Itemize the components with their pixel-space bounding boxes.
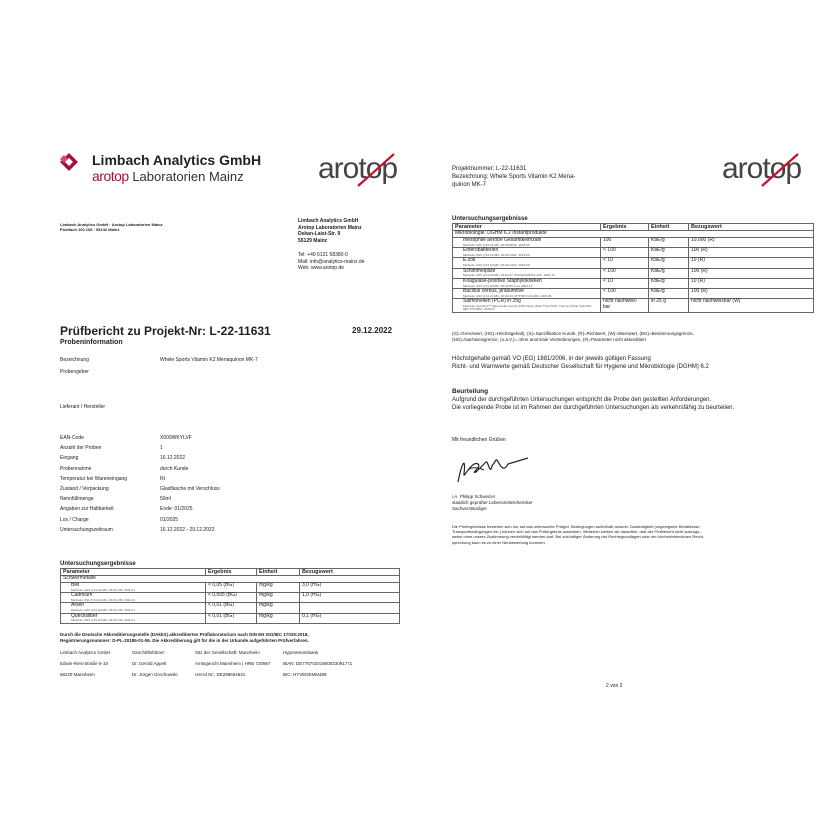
result-cell: < 0,01 (BG): [206, 613, 257, 623]
table-row: [453, 278, 814, 288]
parameter-cell: [453, 278, 601, 288]
table-row: [61, 613, 400, 623]
parameter-cell: [453, 289, 601, 299]
unit-cell: mg/kg: [257, 603, 300, 613]
unit-cell: KbE/g: [649, 258, 689, 268]
table-row: [61, 583, 400, 593]
address-line: Dekan-Laist-Str. 9: [298, 231, 341, 237]
col-header: Parameter: [61, 569, 206, 576]
legend-line: (NG)=Nachweisgrenze, (o.a.V.)= ohne anormale Veränderungen, (#)=Parameter nicht akkreditiert: [452, 337, 647, 342]
unit-cell: mg/kg: [257, 583, 300, 593]
results-table-microbiology: [452, 223, 814, 313]
table-row: [61, 593, 400, 603]
footer-line: Sitz der Gesellschaft: Mannheim: [195, 650, 260, 655]
handwritten-signature-icon: [452, 452, 532, 488]
results-heading: Untersuchungsergebnisse: [452, 216, 528, 222]
parameter-name: Salmonellen (PCR) in 25g: [463, 298, 521, 305]
result-cell: < 100: [601, 289, 649, 299]
limbach-company-name: Limbach Analytics GmbH: [92, 152, 262, 168]
info-label: Probennahme: [60, 465, 92, 472]
info-label: Nennfüllmenge: [60, 496, 94, 503]
parameter-cell: [61, 583, 206, 593]
parameter-cell: [453, 258, 601, 268]
table-row: [453, 248, 814, 258]
signer-line: i.A. Philipp Schweizer: [452, 494, 496, 499]
footer-line: Edwin-Reis-Straße 6-10: [60, 661, 109, 666]
parameter-name: mesophile aerobe Gesamtkeimzahl: [463, 237, 542, 244]
parameter-cell: [61, 603, 206, 613]
method-note: Methode: SureTect™ Salmonella species PCR Assay (Real Time PCR), Thermo Fisher Scientific REF PT0100A, 2020-07: [463, 303, 592, 312]
method-note: Methode: ASU § 64 LFGB L 00.00-55 mod. 2004-12: [463, 283, 533, 288]
limits-line: Richt- und Warnwerte gemäß Deutscher Gesellschaft für Hygiene und Mikrobiologie (DGHM) 6.2: [452, 363, 709, 370]
project-info: [452, 166, 575, 189]
result-cell: < 0,005 (BG): [206, 593, 257, 603]
sender-line-1: Limbach Analytics GmbH · Arotop Laboratorien Mainz: [60, 222, 163, 227]
footer-line: IBAN: DE77670201900023091771: [283, 661, 353, 666]
info-value: durch Kunde: [160, 465, 189, 472]
parameter-name: Arsen: [71, 602, 85, 609]
disclaimer: [452, 524, 704, 545]
col-header: Parameter: [453, 224, 601, 231]
project-line: Projektnummer: L-22-11631: [452, 166, 527, 172]
info-label: Angaben zur Haltbarkeit: [60, 506, 114, 513]
result-cell: < 100: [601, 248, 649, 258]
unit-cell: KbE/g: [649, 278, 689, 288]
table-row: [453, 258, 814, 268]
results-table-metals: [60, 568, 400, 624]
parameter-name: Quecksilber: [71, 612, 98, 619]
arotop-swoosh-icon: [356, 150, 396, 190]
reference-cell: 0,1 (HG): [300, 613, 400, 623]
address-line: Arotop Laboratorien Mainz: [298, 224, 362, 231]
parameter-name: E.coli: [463, 257, 476, 264]
disclaimer-line: weise ohne unsere Zustimmung vervielfältigt werden darf. Bei zukünftiger Änderung der Rechtsgrundlagen oder der höchstrichterlichen Recht-: [452, 534, 705, 540]
method-note: Methode: ASU § 64 LFGB L 00.00-132/2, 2019-09: [463, 263, 530, 268]
lab-address: [298, 218, 362, 244]
col-header: Einheit: [257, 569, 300, 576]
limits-basis: [452, 356, 709, 372]
footer-line: HypoVereinsbank: [283, 650, 319, 655]
footer-line: Amtsgericht Mannheim | HRB 720967: [195, 661, 271, 666]
info-value: Glasflasche mit Verschluss: [160, 486, 220, 492]
info-value: 01/2025: [160, 516, 179, 523]
info-label: Untersuchungszeitraum: [60, 526, 113, 533]
signer-line: staatlich geprüfter Lebensmittelchemiker: [452, 499, 533, 505]
address-line: 55129 Mainz: [298, 237, 328, 244]
result-cell: 100: [601, 238, 649, 248]
reference-cell: 1,0 (HG): [300, 593, 400, 603]
disclaimer-line: Die Prüfergebnisse beziehen sich nur auf das untersuchte Prüfgut. Bedingungen außerhalb unserer Zuständigkeit (ungeeignete Behältnisse,: [452, 524, 701, 529]
info-value: Whele Sports Vitamin K2 Menaquinon MK-7: [160, 357, 258, 363]
contact-web[interactable]: Web: www.arotop.de: [298, 265, 345, 271]
info-label: Los / Charge: [60, 516, 89, 523]
lieferant-label: Lieferant / Hersteller: [60, 404, 106, 410]
reference-cell: 100 (R): [689, 268, 814, 278]
parameter-name: Enterobakterien: [463, 247, 499, 254]
info-label: Eingang: [60, 455, 79, 462]
info-label: Bezeichnung: [60, 357, 89, 363]
result-cell: < 0,01 (BG): [206, 603, 257, 613]
reference-cell: 3,0 (HG): [300, 583, 400, 593]
method-note: Methode: ASU § 64 LFGB L 00.00-33, MYP/30°C/24-48h, 2006-09: [463, 293, 552, 298]
footer-line: Ust-Id Nr.: DE298564631: [195, 672, 246, 677]
assessment-line: Aufgrund der durchgeführten Untersuchungen entspricht die Probe den gestellten Anforderungen.: [452, 397, 712, 403]
signer-line: Sachverständiger: [452, 505, 488, 511]
accreditation-line-2: Registrierungsnummer: D-PL-20185-01-06. Die Akkreditierung gilt für die in der Urkunde aufgeführten Prüfverfahren.: [60, 638, 309, 643]
unit-cell: mg/kg: [257, 593, 300, 603]
parameter-name: Blei: [71, 582, 80, 589]
footer-line: Limbach Analytics GmbH: [60, 650, 111, 655]
accreditation-line-1: Durch die Deutsche Akkreditierungsstelle (DAkkS) akkreditiertes Prüflaboratorium nach DIN EN ISO/IEC 17025:2018,: [60, 632, 309, 637]
method-note: Methode: ASU § 64 LFGB L 00.00-135, 2011-01: [71, 618, 135, 623]
col-header: Bezugswert: [300, 569, 400, 576]
footer-line: 68229 Mannheim: [60, 672, 95, 677]
info-label: EAN-Code: [60, 435, 84, 441]
method-note: Methode: ASU § 64 LFGB L 00.00-37 VGC/2012/2013-12/b, 1991-12: [463, 273, 555, 278]
project-line: Bezeichnung: Whele Sports Vitamin K2 Mena-: [452, 173, 576, 180]
arotop-brand-logo: arotop: [722, 152, 802, 185]
unit-cell: mg/kg: [257, 613, 300, 623]
parameter-cell: [61, 593, 206, 603]
table-row: [453, 238, 814, 248]
info-label: Zustand / Verpackung: [60, 486, 109, 492]
info-label: Anzahl der Proben: [60, 445, 102, 452]
table-row: [453, 268, 814, 278]
result-cell: < 100: [601, 268, 649, 278]
reference-cell: [300, 603, 400, 613]
unit-cell: KbE/g: [649, 268, 689, 278]
report-title: Prüfbericht zu Projekt-Nr: L-22-11631: [60, 324, 271, 338]
arotop-inline-logo: arotop: [92, 168, 129, 184]
address-line: Limbach Analytics GmbH: [298, 218, 359, 224]
greeting: Mit freundlichen Grüßen: [452, 437, 506, 443]
probeninformation-heading: Probeninformation: [60, 339, 123, 346]
info-value: 50ml: [160, 496, 171, 503]
info-label: Probengeber: [60, 369, 89, 375]
parameter-cell: [453, 268, 601, 278]
result-cell: nicht nachweis- bar: [601, 299, 649, 313]
info-value: Ende: 01/2025: [160, 506, 193, 513]
assessment-text: [452, 397, 734, 413]
method-note: Methode: ASU § 64 LFGB L 00.00-133/2, 2019-09: [463, 253, 530, 257]
parameter-cell: [453, 238, 601, 248]
labs-name: Laboratorien Mainz: [132, 169, 244, 184]
arotop-swoosh-icon: [760, 150, 800, 190]
group-label: Mikrobiologie: DGHM 6.2 Instantprodukte: [453, 231, 814, 238]
unit-cell: KbE/g: [649, 289, 689, 299]
col-header: Ergebnis: [601, 224, 649, 231]
info-value: 16.12.2022 - 29.12.2022: [160, 526, 215, 533]
unit-cell: KbE/g: [649, 248, 689, 258]
result-cell: < 10: [601, 278, 649, 288]
col-header: Ergebnis: [206, 569, 257, 576]
project-line: quinon MK-7: [452, 181, 487, 188]
table-row: [453, 289, 814, 299]
contact-phone: Tel: +49 6131 58380-0: [298, 252, 348, 258]
reference-cell: 100 (R): [689, 248, 814, 258]
table-row: [453, 299, 814, 313]
info-value: 16.12.2022: [160, 455, 186, 462]
reference-cell: 10 (R): [689, 258, 814, 268]
result-cell: < 10: [601, 258, 649, 268]
unit-cell: in 25 g: [649, 299, 689, 313]
footer-line: Dr. Gerold Appelt: [132, 661, 167, 666]
disclaimer-line: sprechung kann es zu einer Neubewertung kommen.: [452, 539, 546, 545]
parameter-name: Schimmelpilze: [463, 267, 496, 274]
legend-line: (G)=Grenzwert, (HG)=Höchstgehalt), (S)=Spezifikation Kunde, (R)=Richtwert, (W)=Warnwert, (BG)=Bestimmungsgrenze,: [452, 331, 694, 336]
lab-contact: [298, 252, 365, 272]
limits-line: Höchstgehalte gemäß VO (EG) 1881/2006, in der jeweils gültigen Fassung: [452, 356, 651, 362]
report-page-2: [420, 0, 840, 840]
method-note: Methode: ASU § 64 LFGB L 00.00-135, 2011-01: [71, 598, 135, 602]
result-cell: < 0,05 (BG): [206, 583, 257, 593]
limbach-sub-brand: [92, 168, 244, 184]
method-note: Methode: ASU § 64 LFGB L 00.00-135, 2011-01: [71, 608, 135, 613]
parameter-name: Koagulase-positive Staphylokokken: [463, 277, 542, 284]
footer-line: Geschäftsführer:: [132, 650, 166, 655]
reference-cell: 10.000 (R): [689, 238, 814, 248]
contact-mail[interactable]: Mail: info@analytics-mainz.de: [298, 258, 365, 265]
reference-cell: 10 (R): [689, 278, 814, 288]
footer-line: BIC: HYVEDEMM489: [283, 672, 327, 677]
method-note: Methode: ASU § 64 LFGB L 00.00-135, 2011-01: [71, 587, 135, 592]
arotop-brand-logo: arotop: [318, 152, 398, 185]
disclaimer-line: Transportbedingungen etc.) können sich auf das Prüfergebnis auswirken. Weiterhin weisen wir daraufhin, daß der Prüfbericht nicht auszugs-: [452, 529, 701, 535]
info-label: Temperatur bei Wareneingang: [60, 475, 128, 482]
parameter-cell: [453, 299, 601, 313]
unit-cell: KbE/g: [649, 238, 689, 248]
parameter-name: Bacillus cereus, präsumtive: [463, 288, 524, 294]
parameter-cell: [61, 613, 206, 623]
parameter-cell: [453, 248, 601, 258]
reference-cell: 100 (R): [689, 289, 814, 299]
assessment-line: Die vorliegende Probe ist im Rahmen der durchgeführten Untersuchungen als verkehrsfähig zu beurteilen.: [452, 404, 735, 411]
limbach-diamond-logo-icon: [59, 152, 79, 172]
signer-block: [452, 494, 533, 512]
table-row: [61, 603, 400, 613]
report-date: 29.12.2022: [352, 326, 393, 335]
assessment-title: Beurteilung: [452, 388, 489, 395]
info-value: 1: [160, 445, 163, 452]
sender-line-2: Postfach 100 108 · 55132 Mainz: [60, 227, 120, 232]
page-number: 2 von 3: [606, 683, 623, 689]
method-note: Methode: ASU § 64 LFGB L 00.00-88/10, 2015-06: [463, 242, 530, 247]
footer-line: Dr. Jürgen Grochowski: [132, 672, 178, 677]
table-header-row: [61, 569, 400, 576]
info-value: Rt: [160, 475, 165, 482]
results-heading: Untersuchungsergebnisse: [60, 561, 136, 567]
info-value: X000WKYLVF: [160, 435, 192, 441]
parameter-name: Cadmium: [71, 592, 93, 599]
group-label: Schwermetalle: [61, 576, 400, 583]
reference-cell: nicht nachweisbar (W): [689, 299, 814, 313]
col-header: Einheit: [649, 224, 689, 231]
col-header: Bezugswert: [689, 224, 814, 231]
